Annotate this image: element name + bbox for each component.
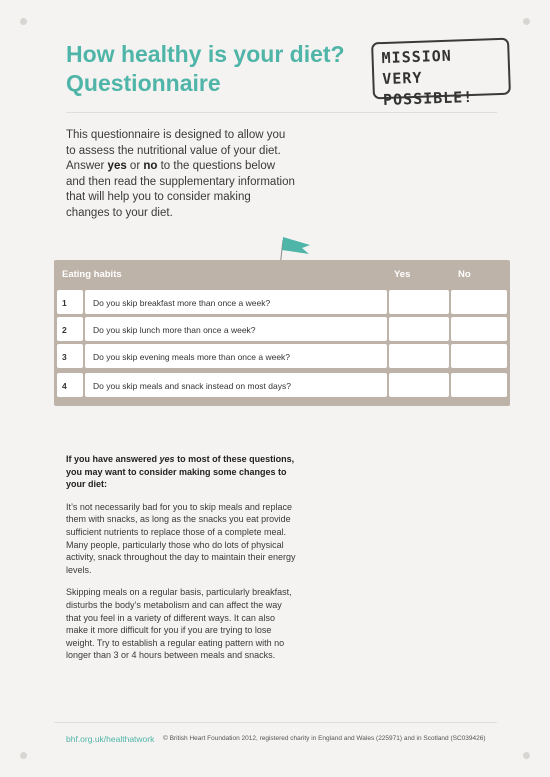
- row-number: 2: [57, 317, 83, 341]
- advice-lead-text: If you have answered: [66, 454, 160, 464]
- advice-section: [66, 453, 298, 672]
- corner-dot: [20, 18, 27, 25]
- intro-yes: yes: [107, 160, 127, 172]
- no-answer-cell[interactable]: [451, 373, 507, 397]
- title-line-2: Questionnaire: [66, 70, 221, 96]
- footer-copyright: © British Heart Foundation 2012, registered charity in England and Wales (225971) and in Scotland (SC039426): [163, 735, 486, 742]
- mission-very-possible-logo: [371, 38, 511, 110]
- advice-paragraph-2: Skipping meals on a regular basis, particularly breakfast, disturbs the body’s metabolism and can affect the way that you feel in a variety of different ways. It can also make it more difficult for you if you are trying to lose weight. Try to establish a regular eating pattern with no longer than 3 or 4 hours between meals and snacks.: [66, 587, 292, 661]
- corner-dot: [523, 752, 530, 759]
- header-yes: Yes: [394, 269, 411, 280]
- footer-divider: [54, 722, 497, 723]
- advice-lead-text: to most of these questions, you may want to consider making some changes to your diet:: [66, 454, 295, 490]
- row-number: 3: [57, 344, 83, 368]
- row-question: Do you skip evening meals more than once a week?: [85, 344, 387, 368]
- table-header: [54, 260, 510, 287]
- yes-answer-cell[interactable]: [389, 317, 449, 341]
- yes-answer-cell[interactable]: [389, 290, 449, 314]
- intro-no: no: [143, 160, 158, 172]
- corner-dot: [523, 18, 530, 25]
- table-row: [57, 344, 507, 368]
- yes-answer-cell[interactable]: [389, 373, 449, 397]
- footer-link[interactable]: bhf.org.uk/healthatwork: [66, 734, 155, 744]
- row-question: Do you skip breakfast more than once a week?: [85, 290, 387, 314]
- row-number: 1: [57, 290, 83, 314]
- intro-text: This questionnaire is designed to allow you to assess the nutritional value of your diet. Answer: [66, 129, 286, 172]
- page-title: [66, 40, 386, 98]
- row-question: Do you skip meals and snack instead on most days?: [85, 373, 387, 397]
- header-no: No: [458, 269, 471, 280]
- no-answer-cell[interactable]: [451, 317, 507, 341]
- table-row: [57, 290, 507, 314]
- eating-habits-table: [54, 260, 510, 406]
- yes-answer-cell[interactable]: [389, 344, 449, 368]
- table-row: [57, 373, 507, 397]
- advice-lead: [66, 453, 298, 491]
- stamp-line-2: POSSIBLE!: [382, 87, 474, 110]
- no-answer-cell[interactable]: [451, 290, 507, 314]
- corner-dot: [20, 752, 27, 759]
- row-number: 4: [57, 373, 83, 397]
- row-question: Do you skip lunch more than once a week?: [85, 317, 387, 341]
- no-answer-cell[interactable]: [451, 344, 507, 368]
- divider: [66, 112, 497, 113]
- intro-text: to the questions below and then read the supplementary information that will help you to consider making changes to your diet.: [66, 160, 295, 219]
- stamp-line-1: MISSION VERY: [381, 46, 453, 89]
- title-line-1: How healthy is your diet?: [66, 41, 345, 67]
- table-row: [57, 317, 507, 341]
- advice-paragraph-1: It’s not necessarily bad for you to skip meals and replace them with snacks, as long as the snacks you eat provide sufficient nutrients to replace those of a complete meal. Many people, particularly those who do lots of physical activity, snack throughout the day to maintain their energy levels.: [66, 501, 296, 575]
- advice-lead-yes: yes: [159, 454, 175, 464]
- intro-text: or: [126, 160, 144, 172]
- intro-paragraph: [66, 128, 296, 221]
- header-eating-habits: Eating habits: [62, 269, 122, 280]
